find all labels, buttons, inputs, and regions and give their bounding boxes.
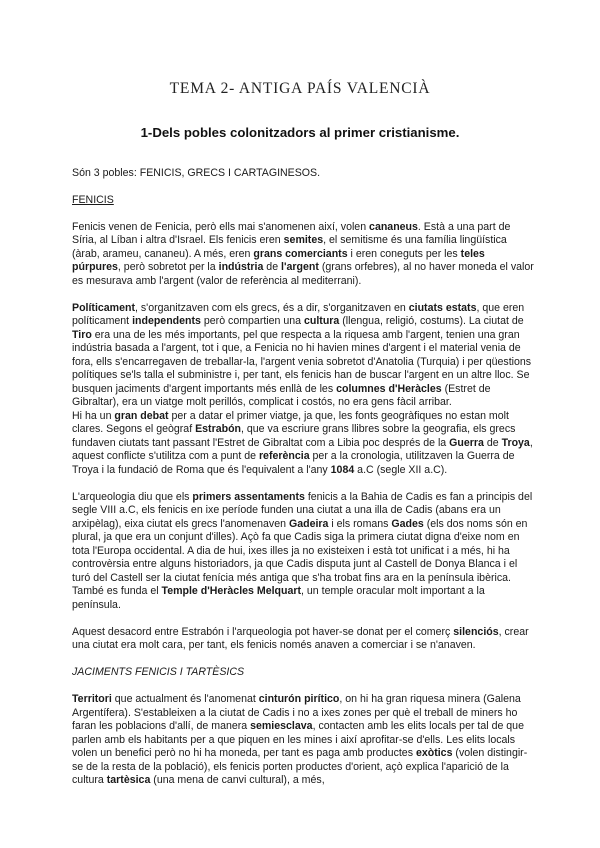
page-title: TEMA 2- ANTIGA PAÍS VALENCIÀ <box>169 80 431 97</box>
section-title-fenicis: FENICIS <box>72 193 114 206</box>
paragraph: Territori que actualment és l'anomenat cinturón pirítico, on hi ha gran riquesa minera (Galena Argentífera). S'estableixen a la ciutat de Cadis i no a ixes zones per què el treball de miners ho faran les poblacions d'allí, de manera semiesclava, contacten amb les elits locals per tal de que parlen amb els habitants per a que piquen en les mines i així aprofitar-se d'ells. Les elits locals volen un benefici però no hi ha moneda, per tant es paga amb productes exòtics (volen distingir-se de la resta de la població), els fenicis porten productes d'orient, açò explica l'aparició de la cultura tartèsica (una mena de canvi cultural), a més, <box>72 693 528 786</box>
paragraph: Hi ha un gran debat per a datar el primer viatge, ja que, les fonts geogràfiques no estan molt clares. Segons el geògraf Estrabón, que va escriure grans llibres sobre la geografia, els grecs fundaven ciutats tant passant l'Estret de Gibraltat com a Libia poc després de la Guerra de Troya, aquest conflicte s'utilitza com a punt de referència per a la cronologia, utilitzaven la Guerra de Troya i la fundació de Roma que és l'equivalent a l'any 1084 a.C (segle XII a.C). <box>72 409 533 476</box>
document-body <box>72 153 534 788</box>
paragraph: L'arqueologia diu que els primers assentaments fenicis a la Bahia de Cadis es fan a principis del segle VIII a.C, els fenicis en ixe període funden una ciutat a una illa de Cadis (abans era un arxipèlag), eixa ciutat els grecs l'anomenaven Gadeira i els romans Gades (els dos noms són en plural, ja que era un conjunt d'illes). Açò fa que Cadis siga la primera ciutat digna d'eixe nom en tota l'Europa occidental. A dia de hui, ixes illes ja no existeixen i està tot unificat i a més, hi ha controvèrsia entre alguns historiadors, ja que Cadis disputa junt al Castell de Donya Blanca i el turó del Castell ser la ciutat fenícia més antiga que s'ha trobat fins ara en la península ibèrica. També es funda el Temple d'Heràcles Melquart, un temple oracular molt important a la península. <box>72 490 533 611</box>
section-heading: 1-Dels pobles colonitzadors al primer cristianisme. <box>140 125 460 140</box>
section-title-jaciments: JACIMENTS FENICIS I TARTÈSICS <box>72 666 245 678</box>
paragraph: Fenicis venen de Fenicia, però ells mai s'anomenen així, volen cananeus. Està a una part de Síria, al Líban i altra d'Israel. Els fenicis eren semites, el semitisme és una família lingüística (àrab, arameu, cananeu). A més, eren grans comerciants i eren coneguts per les teles púrpures, però sobretot per la indústria de l'argent (grans orfebres), al no haver moneda el valor es mesurava amb l'argent (valor de referència al mediterrani). <box>72 220 534 287</box>
intro-paragraph: Són 3 pobles: FENICIS, GRECS I CARTAGINESOS. <box>72 166 321 179</box>
paragraph: Aquest desacord entre Estrabón i l'arqueologia pot haver-se donat per el comerç silenciós, crear una ciutat era molt cara, per tant, els fenicis només anaven a comerciar i se n'anaven. <box>72 625 529 651</box>
paragraph: Políticament, s'organitzaven com els grecs, és a dir, s'organitzaven en ciutats estats, que eren políticament independents però compartien una cultura (llengua, religió, costums). La ciutat de Tiro era una de les més importants, pel que respecta a la riquesa amb l'argent, tenien una gran indústria basada a l'argent, tot i que, a Fenicia no hi havien mines d'argent i el material venia de fora, ells s'encarregaven de treballar-la, l'argent venia sobretot d'Anatolia (Turquia) i per qüestions polítiques se'ls talla el subministre i, per tant, els fenicis han de buscar l'argent en un altre lloc. Se busquen jaciments d'argent importants més enllà de les columnes d'Heràcles (Estret de Gibraltar), era un viatge molt perillós, complicat i costós, no era gens fàcil arribar. <box>72 301 532 408</box>
